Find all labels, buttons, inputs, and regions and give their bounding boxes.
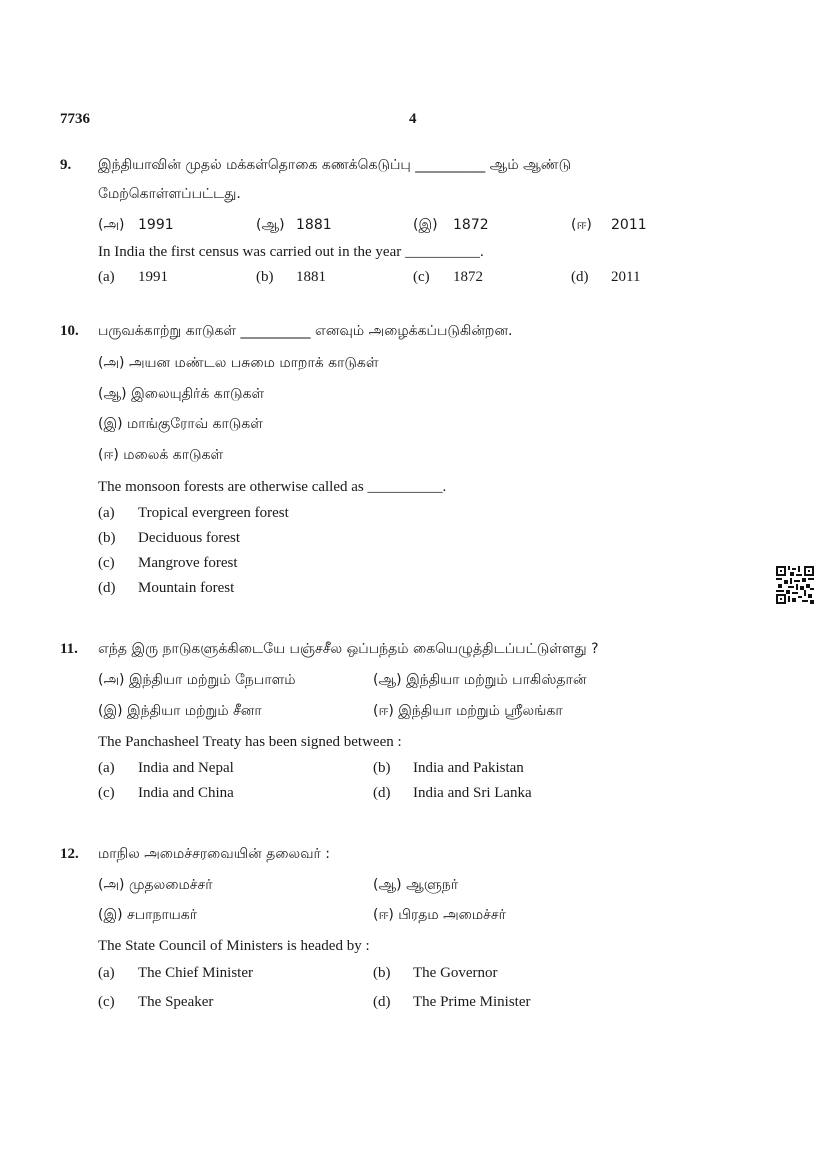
qr-code-icon bbox=[776, 566, 814, 604]
question-10-english-option-a: (a) Tropical evergreen forest bbox=[98, 505, 289, 521]
question-11-tamil-option-d: (ஈ) இந்தியா மற்றும் ஸ்ரீலங்கா bbox=[373, 703, 563, 719]
question-12-tamil-option-d: (ஈ) பிரதம அமைச்சர் bbox=[373, 907, 506, 923]
question-9-number: 9. bbox=[60, 157, 72, 173]
page-number: 4 bbox=[409, 111, 417, 127]
question-9-english-option-c: (c) 1872 bbox=[413, 269, 483, 285]
question-12-english-option-d: (d) The Prime Minister bbox=[373, 994, 531, 1010]
question-11-english-option-d: (d) India and Sri Lanka bbox=[373, 785, 532, 801]
question-9-english-option-a: (a) 1991 bbox=[98, 269, 168, 285]
question-9-tamil-option-b: (ஆ) 1881 bbox=[256, 217, 332, 233]
question-9-tamil-option-a: (அ) 1991 bbox=[98, 217, 174, 233]
question-9-tamil-option-d: (ஈ) 2011 bbox=[571, 217, 647, 233]
question-12-tamil: மாநில அமைச்சரவையின் தலைவர் : bbox=[98, 846, 330, 862]
question-11-tamil-option-a: (அ) இந்தியா மற்றும் நேபாளம் bbox=[98, 672, 296, 688]
question-9-tamil-line2: மேற்கொள்ளப்பட்டது. bbox=[98, 186, 241, 202]
paper-code: 7736 bbox=[60, 111, 90, 127]
question-10-tamil-option-c: (இ) மாங்குரோவ் காடுகள் bbox=[98, 416, 263, 432]
question-12-english-option-c: (c) The Speaker bbox=[98, 994, 214, 1010]
question-11-tamil-option-b: (ஆ) இந்தியா மற்றும் பாகிஸ்தான் bbox=[373, 672, 587, 688]
question-11-tamil: எந்த இரு நாடுகளுக்கிடையே பஞ்சசீல ஒப்பந்தம் கையெழுத்திடப்பட்டுள்ளது ? bbox=[98, 641, 599, 657]
question-12-tamil-option-a: (அ) முதலமைச்சர் bbox=[98, 877, 213, 893]
question-12-tamil-option-b: (ஆ) ஆளுநர் bbox=[373, 877, 459, 893]
question-12-english-option-b: (b) The Governor bbox=[373, 965, 498, 981]
question-9-tamil-option-c: (இ) 1872 bbox=[413, 217, 489, 233]
question-11-english-option-b: (b) India and Pakistan bbox=[373, 760, 524, 776]
question-9-english-option-d: (d) 2011 bbox=[571, 269, 641, 285]
question-10-english-option-b: (b) Deciduous forest bbox=[98, 530, 241, 546]
question-9-english: In India the first census was carried out in the year __________. bbox=[98, 244, 484, 260]
question-12-tamil-option-c: (இ) சபாநாயகர் bbox=[98, 907, 198, 923]
question-11-tamil-option-c: (இ) இந்தியா மற்றும் சீனா bbox=[98, 703, 262, 719]
question-10-tamil: பருவக்காற்று காடுகள் __________ எனவும் அழைக்கப்படுகின்றன. bbox=[98, 323, 513, 339]
question-10-english: The monsoon forests are otherwise called as __________. bbox=[98, 479, 447, 495]
question-11-number: 11. bbox=[60, 641, 78, 657]
question-11-english-option-c: (c) India and China bbox=[98, 785, 234, 801]
question-10-number: 10. bbox=[60, 323, 79, 339]
question-9-tamil-line1: இந்தியாவின் முதல் மக்கள்தொகை கணக்கெடுப்பு __________ ஆம் ஆண்டு bbox=[98, 157, 572, 173]
question-9-english-option-b: (b) 1881 bbox=[256, 269, 326, 285]
question-12-english: The State Council of Ministers is headed by : bbox=[98, 938, 370, 954]
question-12-number: 12. bbox=[60, 846, 79, 862]
question-10-english-option-c: (c) Mangrove forest bbox=[98, 555, 238, 571]
question-10-english-option-d: (d) Mountain forest bbox=[98, 580, 235, 596]
question-10-tamil-option-d: (ஈ) மலைக் காடுகள் bbox=[98, 447, 224, 463]
question-10-tamil-option-b: (ஆ) இலையுதிர்க் காடுகள் bbox=[98, 386, 265, 402]
question-11-english: The Panchasheel Treaty has been signed between : bbox=[98, 734, 402, 750]
question-10-tamil-option-a: (அ) அயன மண்டல பசுமை மாறாக் காடுகள் bbox=[98, 355, 379, 371]
question-12-english-option-a: (a) The Chief Minister bbox=[98, 965, 253, 981]
question-11-english-option-a: (a) India and Nepal bbox=[98, 760, 234, 776]
